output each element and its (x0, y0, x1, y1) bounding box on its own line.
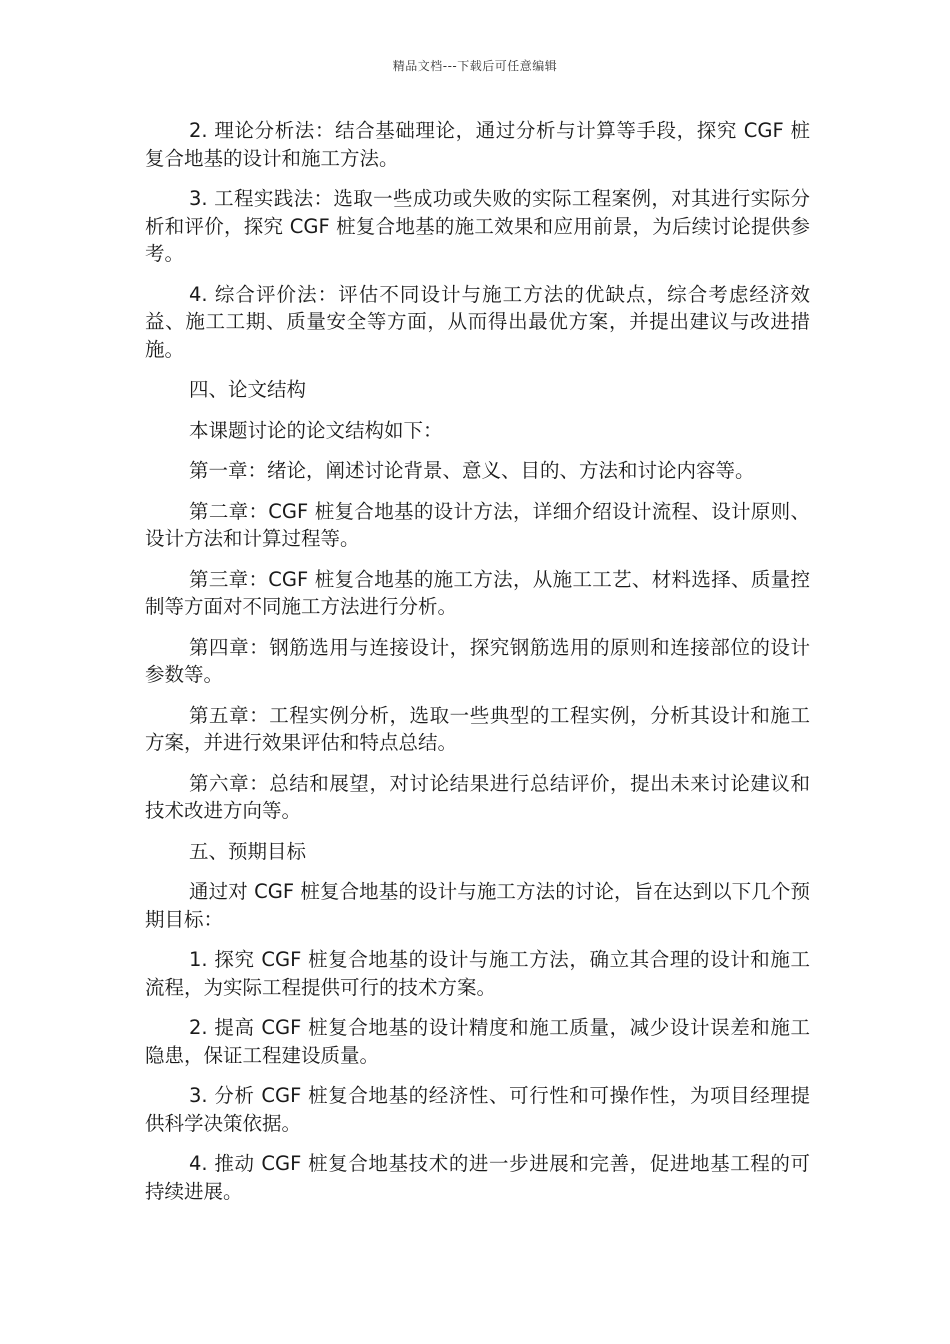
paragraph-goal-4: 4. 推动 CGF 桩复合地基技术的进一步进展和完善，促进地基工程的可持续进展。 (145, 1152, 810, 1203)
paragraph-chapter-5: 第五章：工程实例分析，选取一些典型的工程实例，分析其设计和施工方案，并进行效果评估和特点总结。 (145, 703, 810, 754)
page-header: 精品文档---下载后可任意编辑 (392, 59, 558, 73)
paragraph-chapter-3: 第三章：CGF 桩复合地基的施工方法，从施工工艺、材料选择、质量控制等方面对不同施工方法进行分析。 (145, 567, 810, 618)
paragraph-chapter-1: 第一章：绪论，阐述讨论背景、意义、目的、方法和讨论内容等。 (189, 459, 755, 482)
paragraph-chapter-2: 第二章：CGF 桩复合地基的设计方法，详细介绍设计流程、设计原则、设计方法和计算过程等。 (145, 499, 810, 550)
section-heading-goals: 五、预期目标 (189, 839, 307, 863)
paragraph-chapter-6: 第六章：总结和展望，对讨论结果进行总结评价，提出未来讨论建议和技术改进方向等。 (145, 771, 810, 822)
paragraph-goal-1: 1. 探究 CGF 桩复合地基的设计与施工方法，确立其合理的设计和施工流程，为实际工程提供可行的技术方案。 (145, 948, 810, 999)
paragraph-method-3: 3. 工程实践法：选取一些成功或失败的实际工程案例，对其进行实际分析和评价，探究 CGF 桩复合地基的施工效果和应用前景，为后续讨论提供参考。 (145, 187, 810, 265)
document-body (145, 117, 810, 1218)
paragraph-chapter-4: 第四章：钢筋选用与连接设计，探究钢筋选用的原则和连接部位的设计参数等。 (145, 635, 810, 686)
paragraph-goal-3: 3. 分析 CGF 桩复合地基的经济性、可行性和可操作性，为项目经理提供科学决策依据。 (145, 1084, 810, 1135)
paragraph-structure-intro: 本课题讨论的论文结构如下： (189, 418, 443, 442)
paragraph-method-2: 2. 理论分析法：结合基础理论，通过分析与计算等手段，探究 CGF 桩复合地基的设计和施工方法。 (145, 119, 810, 170)
paragraph-goals-intro: 通过对 CGF 桩复合地基的设计与施工方法的讨论，旨在达到以下几个预期目标： (145, 880, 810, 931)
paragraph-goal-2: 2. 提高 CGF 桩复合地基的设计精度和施工质量，减少设计误差和施工隐患，保证工程建设质量。 (145, 1016, 810, 1067)
paragraph-method-4: 4. 综合评价法：评估不同设计与施工方法的优缺点，综合考虑经济效益、施工工期、质量安全等方面，从而得出最优方案，并提出建议与改进措施。 (145, 282, 810, 361)
section-heading-structure: 四、论文结构 (189, 378, 307, 401)
